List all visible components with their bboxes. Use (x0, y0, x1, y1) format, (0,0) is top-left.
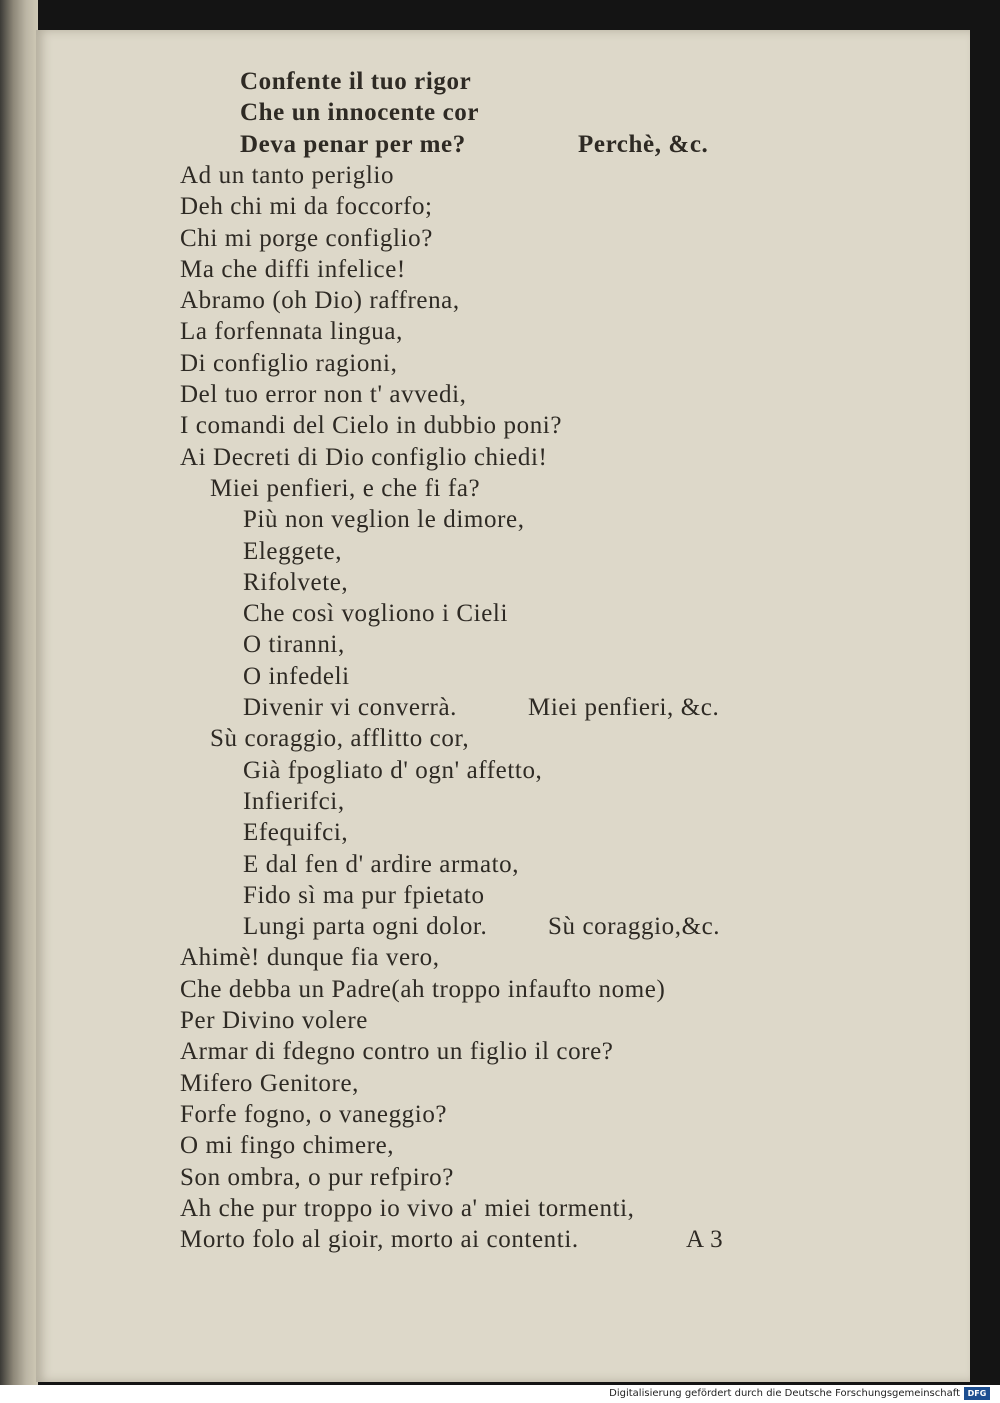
verse-line: Confente il tuo rigor (240, 68, 472, 95)
verse-line: Abramo (oh Dio) raffrena, (180, 287, 460, 315)
verse-line: Lungi parta ogni dolor. (243, 913, 488, 941)
verse-line: Mifero Genitore, (180, 1069, 359, 1097)
verse-line: Ah che pur troppo io vivo a' miei tormenti, (180, 1194, 635, 1222)
verse-line: O tiranni, (243, 631, 345, 659)
verse-line: Eleggete, (243, 537, 343, 565)
verse-line: Ahimè! dunque fia vero, (180, 944, 440, 972)
verse-line: O mi fingo chimere, (180, 1132, 395, 1160)
verse-line: Deva penar per me? (240, 130, 466, 158)
verse-line: Ai Decreti di Dio configlio chiedi! (180, 443, 548, 471)
verse-line: Morto folo al gioir, morto ai contenti. (180, 1226, 579, 1254)
verse-line: Deh chi mi da foccorfo; (180, 193, 433, 221)
verse-line: Del tuo error non t' avvedi, (180, 381, 467, 408)
verse-line: Ma che diffi infelice! (180, 255, 406, 283)
verse-line: Miei penfieri, e che fi fa? (210, 474, 481, 502)
verse-line: Divenir vi converrà. (243, 694, 458, 721)
verse-line: Chi mi porge configlio? (180, 224, 433, 252)
verse-line: Son ombra, o pur refpiro? (180, 1163, 454, 1191)
verse-line: Infierifci, (243, 787, 345, 815)
verse-line: Fido sì ma pur fpietato (243, 881, 485, 909)
book-spine (0, 0, 38, 1385)
verse-line: Ad un tanto periglio (180, 161, 395, 189)
verse-line: Sù coraggio, afflitto cor, (210, 725, 470, 753)
verse-line: Di configlio ragioni, (180, 349, 398, 377)
verse-aside: Perchè, &c. (578, 130, 709, 158)
verse-line: Per Divino volere (180, 1007, 368, 1034)
verse-line: Rifolvete, (243, 568, 349, 596)
verse-aside: Sù coraggio,&c. (548, 913, 721, 941)
verse-line: Forfe fogno, o vaneggio? (180, 1100, 448, 1128)
footer-credit[interactable]: Digitalisierung gefördert durch die Deutsche Forschungsgemeinschaft (609, 1388, 960, 1399)
verse-line: Già fpogliato d' ogn' affetto, (243, 756, 543, 784)
book-page (36, 30, 970, 1382)
verse-aside: A 3 (686, 1226, 724, 1254)
verse-line: I comandi del Cielo in dubbio poni? (180, 412, 563, 440)
verse-line: Che debba un Padre(ah troppo infaufto nome) (180, 975, 666, 1003)
verse-line: Che così vogliono i Cieli (243, 600, 508, 628)
verse-line: Armar di fdegno contro un figlio il core? (180, 1038, 614, 1066)
verse-aside: Miei penfieri, &c. (528, 694, 720, 721)
verse-line: E dal fen d' ardire armato, (243, 850, 520, 878)
verse-line: La forfennata lingua, (180, 318, 403, 346)
verse-line: Efequifci, (243, 819, 349, 847)
verse-line: O infedeli (243, 662, 350, 690)
verse-line: Più non veglion le dimore, (243, 506, 525, 534)
dfg-logo[interactable]: DFG (964, 1387, 990, 1400)
verse-line: Che un innocente cor (240, 99, 480, 127)
